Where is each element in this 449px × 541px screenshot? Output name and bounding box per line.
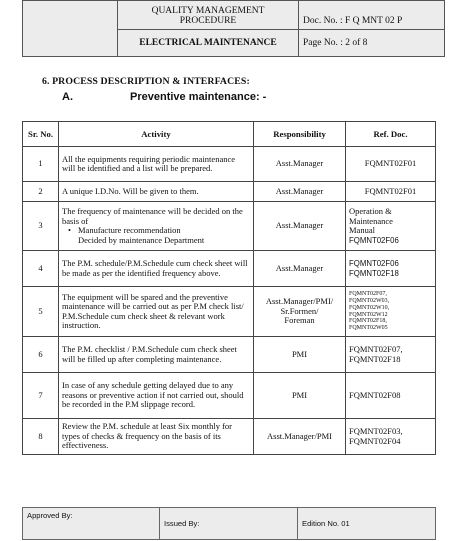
doc-title bbox=[118, 1, 299, 30]
ref-line: FQMNT02W12 bbox=[349, 311, 388, 318]
activity-intro: The frequency of maintenance will be decided on the basis of bbox=[62, 206, 243, 226]
doc-number: Doc. No. : F Q MNT 02 P bbox=[299, 1, 445, 30]
cell-responsibility: PMI bbox=[254, 373, 346, 419]
cell-activity: The P.M. checklist / P.M.Schedule cum check sheet will be filled up after completing maintenance. bbox=[59, 337, 254, 373]
header-blank-cell bbox=[23, 1, 118, 57]
activity-table bbox=[22, 121, 436, 455]
table-row bbox=[23, 287, 436, 337]
cell-sr: 6 bbox=[23, 337, 59, 373]
ref-line: Operation & bbox=[349, 206, 392, 216]
cell-responsibility: Asst.Manager bbox=[254, 251, 346, 287]
cell-activity: The equipment will be spared and the preventive maintenance will be carried out as per P.M check list/ P.M.Schedule cum check sheet & relevant work instruction. bbox=[59, 287, 254, 337]
ref-line: FQMNT02W03, bbox=[349, 297, 390, 304]
ref-line: FQMNT02F04 bbox=[349, 435, 401, 446]
cell-sr: 8 bbox=[23, 419, 59, 455]
doc-title-line2: PROCEDURE bbox=[179, 16, 237, 26]
table-row bbox=[23, 373, 436, 419]
bullet-icon: • bbox=[68, 225, 71, 235]
subsection-title: Preventive maintenance: - bbox=[130, 91, 267, 103]
approved-by: Approved By: bbox=[23, 508, 160, 540]
cell-ref bbox=[346, 287, 436, 337]
cell-sr: 4 bbox=[23, 251, 59, 287]
bullet-text: Manufacture recommendation bbox=[78, 225, 181, 235]
cell-sr: 3 bbox=[23, 202, 59, 251]
responsibility-line: Sr.Formen/ bbox=[280, 305, 319, 316]
cell-activity: A unique I.D.No. Will be given to them. bbox=[59, 182, 254, 202]
cell-ref bbox=[346, 251, 436, 287]
subsection-heading bbox=[62, 91, 362, 103]
cell-responsibility bbox=[254, 287, 346, 337]
cell-activity: The P.M. schedule/P.M.Schedule cum check sheet will be made as per the identified frequency above. bbox=[59, 251, 254, 287]
cell-sr: 5 bbox=[23, 287, 59, 337]
indented-text: Decided by maintenance Department bbox=[78, 234, 205, 245]
doc-title-line1: QUALITY MANAGEMENT bbox=[151, 6, 265, 16]
table-row bbox=[23, 337, 436, 373]
ref-line: FQMNT02F06 bbox=[349, 259, 399, 268]
table-header-row bbox=[23, 122, 436, 147]
ref-line: FQMNT02F07, bbox=[349, 291, 387, 298]
ref-line: Maintenance bbox=[349, 215, 393, 226]
table-row bbox=[23, 419, 436, 455]
ref-line: FQMNT02F18, bbox=[349, 318, 387, 325]
cell-responsibility: Asst.Manager bbox=[254, 147, 346, 182]
edition-number: Edition No. 01 bbox=[298, 508, 436, 540]
section-heading: 6. PROCESS DESCRIPTION & INTERFACES: bbox=[42, 76, 250, 87]
cell-activity: Review the P.M. schedule at least Six monthly for types of checks & frequency on the basis of its effectiveness. bbox=[59, 419, 254, 455]
ref-line: FQMNT02F18 bbox=[349, 353, 401, 364]
document-header bbox=[22, 0, 445, 57]
ref-line: FQMNT02F03, bbox=[349, 426, 403, 436]
cell-ref bbox=[346, 419, 436, 455]
ref-line: FQMNT02F07, bbox=[349, 344, 403, 354]
cell-responsibility: Asst.Manager/PMI bbox=[254, 419, 346, 455]
table-row bbox=[23, 202, 436, 251]
responsibility-line: Asst.Manager/PMI/ bbox=[265, 296, 334, 307]
cell-activity bbox=[59, 202, 254, 251]
cell-ref: FQMNT02F01 bbox=[346, 182, 436, 202]
subsection-letter: A. bbox=[62, 91, 73, 103]
cell-responsibility: Asst.Manager bbox=[254, 182, 346, 202]
cell-sr: 7 bbox=[23, 373, 59, 419]
ref-line: FQMNT02W10, bbox=[349, 304, 390, 311]
document-footer bbox=[22, 507, 436, 540]
col-header-sr: Sr. No. bbox=[23, 122, 59, 147]
cell-ref bbox=[346, 202, 436, 251]
section-title: ELECTRICAL MAINTENANCE bbox=[118, 30, 299, 57]
cell-ref bbox=[346, 337, 436, 373]
table-row bbox=[23, 182, 436, 202]
ref-line: Manual bbox=[349, 225, 375, 235]
cell-sr: 1 bbox=[23, 147, 59, 182]
cell-responsibility: Asst.Manager bbox=[254, 202, 346, 251]
ref-line: FQMNT02W05 bbox=[349, 325, 388, 332]
page-number: Page No. : 2 of 8 bbox=[299, 30, 445, 57]
cell-responsibility: PMI bbox=[254, 337, 346, 373]
col-header-ref: Ref. Doc. bbox=[346, 122, 436, 147]
ref-line: FQMNT02F18 bbox=[349, 268, 399, 278]
issued-by: Issued By: bbox=[160, 508, 298, 540]
responsibility-line: Foreman bbox=[284, 315, 315, 326]
ref-line: FQMNT02F06 bbox=[349, 235, 399, 245]
cell-ref: FQMNT02F08 bbox=[346, 373, 436, 419]
table-row bbox=[23, 251, 436, 287]
cell-activity: All the equipments requiring periodic maintenance will be identified and a list will be prepared. bbox=[59, 147, 254, 182]
cell-activity: In case of any schedule getting delayed due to any reasons or preventive action if not carried out, should be recorded in the P.M slippage record. bbox=[59, 373, 254, 419]
col-header-responsibility: Responsibility bbox=[254, 122, 346, 147]
col-header-activity: Activity bbox=[59, 122, 254, 147]
cell-ref: FQMNT02F01 bbox=[346, 147, 436, 182]
cell-sr: 2 bbox=[23, 182, 59, 202]
table-row bbox=[23, 147, 436, 182]
